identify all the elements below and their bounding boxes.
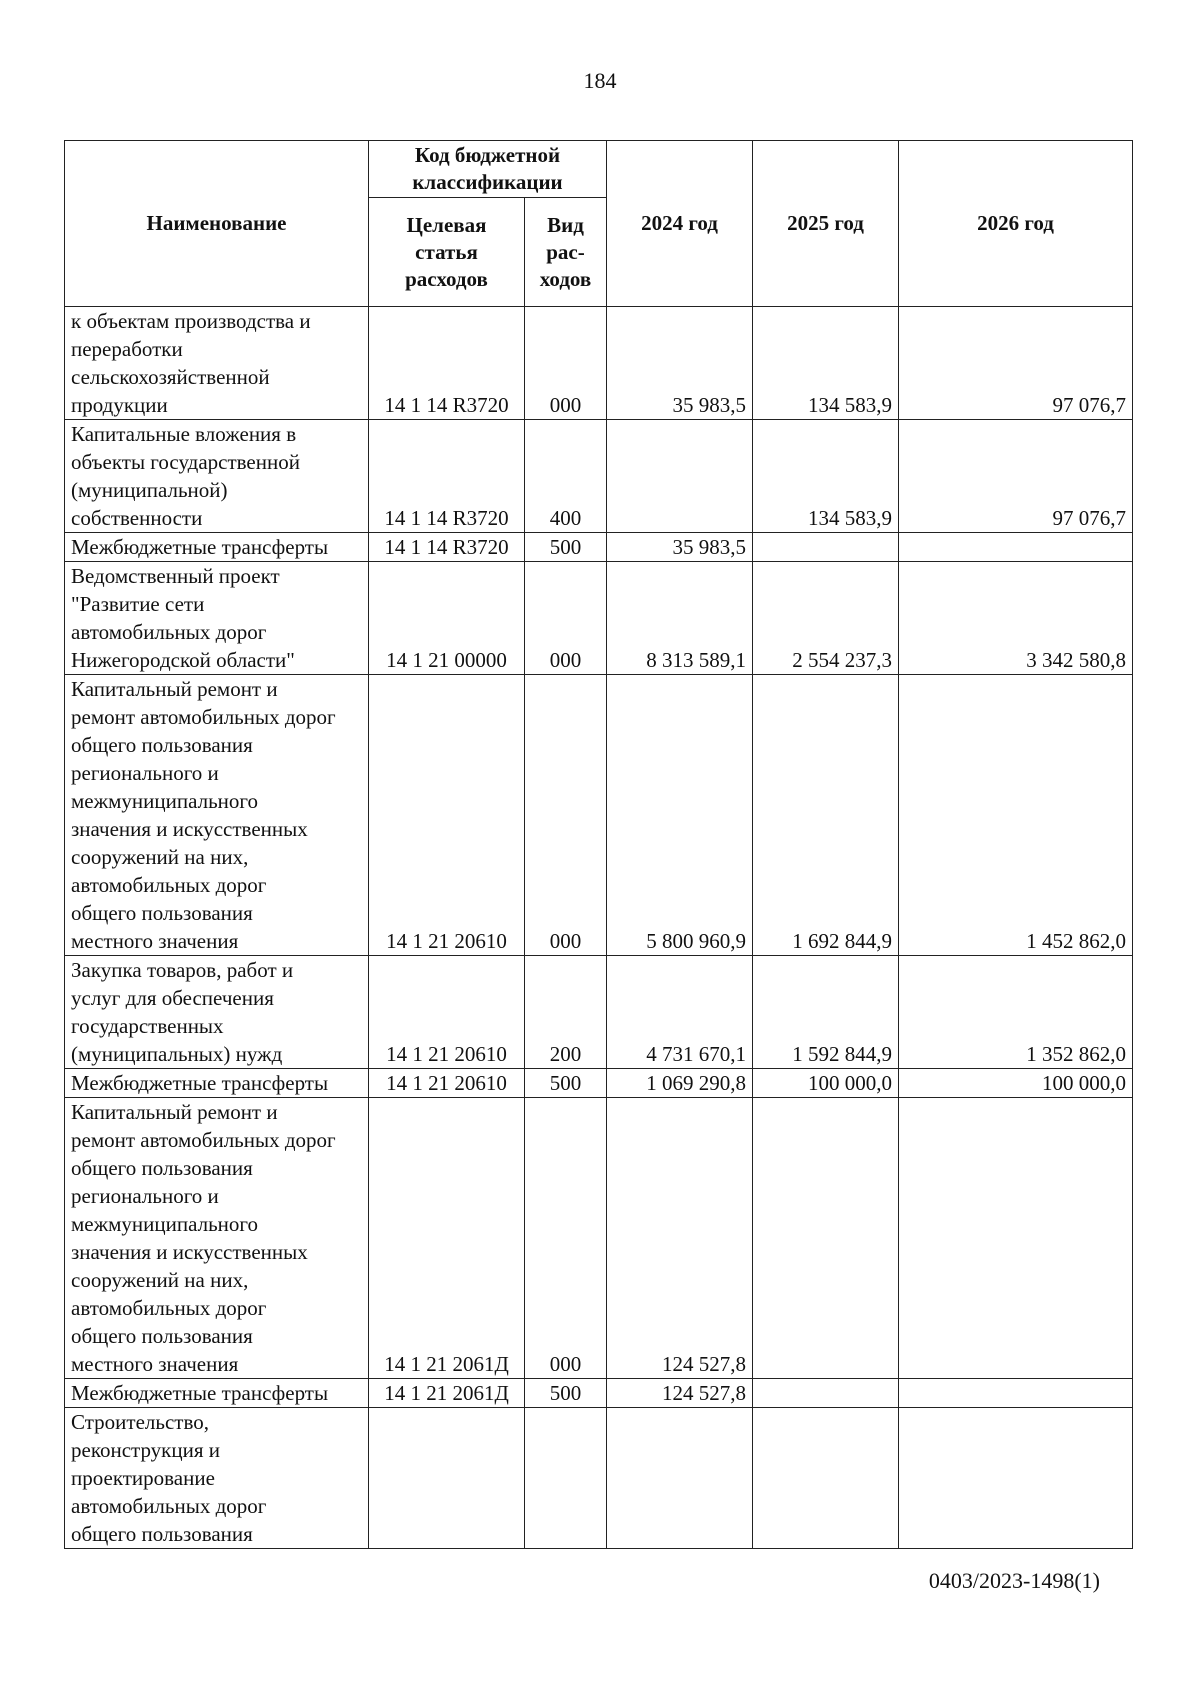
row-expense-type: 400 [525, 420, 607, 533]
row-target-article: 14 1 14 R3720 [369, 420, 525, 533]
table-row [65, 956, 1133, 1069]
row-expense-type: 000 [525, 562, 607, 675]
row-value-2024: 124 527,8 [607, 1379, 753, 1408]
row-target-article: 14 1 21 2061Д [369, 1379, 525, 1408]
header-code-group-label: Код бюджетной классификации [412, 143, 563, 194]
header-target-article: Целевая статья расходов [369, 198, 525, 307]
row-value-2024 [607, 1408, 753, 1549]
table-row [65, 1069, 1133, 1098]
row-target-article: 14 1 21 2061Д [369, 1098, 525, 1379]
row-target-article: 14 1 14 R3720 [369, 307, 525, 420]
row-name: к объектам производства и переработки сельскохозяйственной продукции [65, 307, 369, 420]
row-value-2025 [753, 533, 899, 562]
row-value-2026 [899, 1408, 1133, 1549]
row-value-2025: 100 000,0 [753, 1069, 899, 1098]
table-row [65, 533, 1133, 562]
row-value-2026 [899, 1098, 1133, 1379]
page-number: 184 [583, 68, 617, 93]
row-value-2025 [753, 1098, 899, 1379]
row-value-2024: 1 069 290,8 [607, 1069, 753, 1098]
row-target-article: 14 1 21 20610 [369, 956, 525, 1069]
document-number: 0403/2023-1498(1) [928, 1568, 1100, 1593]
row-value-2025: 2 554 237,3 [753, 562, 899, 675]
row-value-2024: 35 983,5 [607, 533, 753, 562]
row-value-2026: 97 076,7 [899, 420, 1133, 533]
header-year-2024: 2024 год [607, 141, 753, 307]
row-target-article: 14 1 21 00000 [369, 562, 525, 675]
row-value-2025 [753, 1408, 899, 1549]
header-year-2025: 2025 год [753, 141, 899, 307]
row-name: Строительство, реконструкция и проектирование автомобильных дорог общего пользования [65, 1408, 369, 1549]
row-value-2025: 1 592 844,9 [753, 956, 899, 1069]
row-value-2025: 134 583,9 [753, 420, 899, 533]
row-target-article: 14 1 21 20610 [369, 675, 525, 956]
row-expense-type: 500 [525, 1379, 607, 1408]
row-expense-type [525, 1408, 607, 1549]
row-value-2026 [899, 1379, 1133, 1408]
row-name: Межбюджетные трансферты [65, 533, 369, 562]
row-name: Капитальные вложения в объекты государственной (муниципальной) собственности [65, 420, 369, 533]
table-row [65, 1379, 1133, 1408]
row-name: Межбюджетные трансферты [65, 1069, 369, 1098]
row-value-2024: 8 313 589,1 [607, 562, 753, 675]
table-row [65, 1408, 1133, 1549]
row-expense-type: 000 [525, 1098, 607, 1379]
row-value-2026 [899, 533, 1133, 562]
row-value-2024: 4 731 670,1 [607, 956, 753, 1069]
table-body [65, 307, 1133, 1549]
row-value-2026: 100 000,0 [899, 1069, 1133, 1098]
row-value-2026: 97 076,7 [899, 307, 1133, 420]
row-target-article: 14 1 14 R3720 [369, 533, 525, 562]
row-value-2026: 3 342 580,8 [899, 562, 1133, 675]
row-value-2026: 1 352 862,0 [899, 956, 1133, 1069]
table-row [65, 562, 1133, 675]
row-value-2024: 35 983,5 [607, 307, 753, 420]
budget-table [64, 140, 1133, 1549]
row-name: Капитальный ремонт и ремонт автомобильных дорог общего пользования регионального и межмуниципального значения и искусственных сооружений на них, автомобильных дорог общего пользования местного значения [65, 675, 369, 956]
row-expense-type: 200 [525, 956, 607, 1069]
header-name: Наименование [65, 141, 369, 307]
row-expense-type: 500 [525, 533, 607, 562]
header-code-group [369, 141, 607, 198]
table-row [65, 675, 1133, 956]
row-name: Ведомственный проект "Развитие сети автомобильных дорог Нижегородской области" [65, 562, 369, 675]
row-value-2026: 1 452 862,0 [899, 675, 1133, 956]
table-row [65, 420, 1133, 533]
row-target-article: 14 1 21 20610 [369, 1069, 525, 1098]
header-year-2026: 2026 год [899, 141, 1133, 307]
row-value-2024 [607, 420, 753, 533]
row-expense-type: 000 [525, 307, 607, 420]
row-target-article [369, 1408, 525, 1549]
row-value-2025: 1 692 844,9 [753, 675, 899, 956]
table-row [65, 1098, 1133, 1379]
row-expense-type: 500 [525, 1069, 607, 1098]
row-name: Межбюджетные трансферты [65, 1379, 369, 1408]
table-header [65, 141, 1133, 307]
header-expense-type: Вид рас- ходов [525, 198, 607, 307]
row-value-2024: 5 800 960,9 [607, 675, 753, 956]
row-value-2025 [753, 1379, 899, 1408]
row-value-2025: 134 583,9 [753, 307, 899, 420]
row-value-2024: 124 527,8 [607, 1098, 753, 1379]
row-name: Капитальный ремонт и ремонт автомобильных дорог общего пользования регионального и межмуниципального значения и искусственных сооружений на них, автомобильных дорог общего пользования местного значения [65, 1098, 369, 1379]
row-name: Закупка товаров, работ и услуг для обеспечения государственных (муниципальных) нужд [65, 956, 369, 1069]
table-row [65, 307, 1133, 420]
row-expense-type: 000 [525, 675, 607, 956]
